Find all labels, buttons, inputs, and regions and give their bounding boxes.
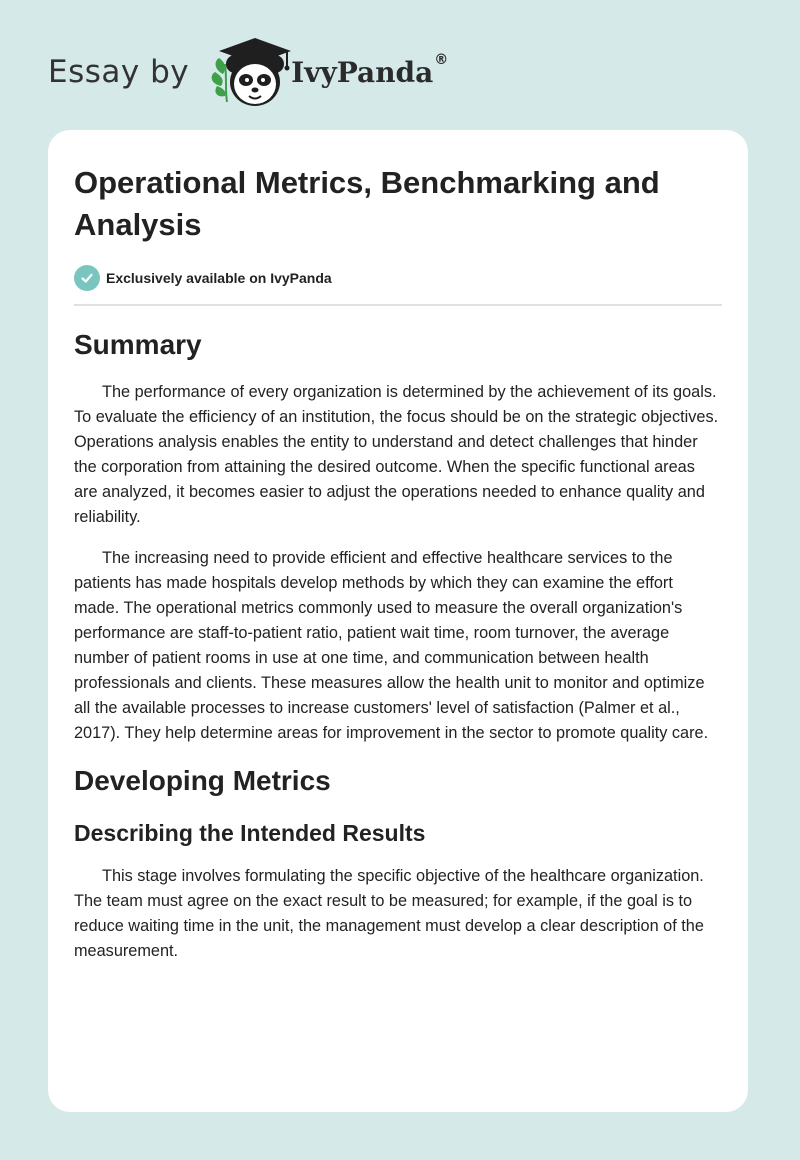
section-heading: Developing Metrics [74,765,331,796]
brand-name: IvyPanda® [291,51,449,89]
essay-card [48,130,748,1112]
exclusive-text: Exclusively available on IvyPanda [106,270,332,286]
section-summary [74,328,722,746]
panda-graduate-logo-icon [203,34,299,110]
essay-title: Operational Metrics, Benchmarking and Analysis [74,165,660,242]
paragraph: The increasing need to provide efficient and effective healthcare services to the patients has made hospitals develop methods by which they can examine the effort made. The operational metrics commonly used to measure the overall organization's performance are staff-to-patient ratio, patient wait time, room turnover, the average number of patient rooms in use at one time, and communication between health professionals and clients. These measures allow the health unit to monitor and optimize all the available processes to increase customers' level of satisfaction (Palmer et al., 2017). They help determine areas for improvement in the sector to promote quality care. [74,549,709,742]
paragraph: This stage involves formulating the specific objective of the healthcare organization. The team must agree on the exact result to be measured; for example, if the goal is to reduce waiting time in the unit, the management must develop a clear description of the measurement. [74,867,704,960]
paragraph: The performance of every organization is determined by the achievement of its goals. To evaluate the efficiency of an institution, the focus should be on the strategic objectives. Operations analysis enables the entity to understand and detect challenges that hinder the corporation from attaining the desired outcome. When the specific functional areas are analyzed, it becomes easier to adjust the operations needed to enhance quality and reliability. [74,383,719,526]
check-circle-icon [74,265,100,291]
brand-prefix: Essay by [48,54,190,90]
site-brand[interactable] [48,34,448,110]
section-heading: Summary [74,329,202,360]
subsection-heading: Describing the Intended Results [74,820,426,846]
registered-mark: ® [434,51,449,68]
exclusive-badge [74,264,722,306]
section-developing-metrics [74,764,722,964]
